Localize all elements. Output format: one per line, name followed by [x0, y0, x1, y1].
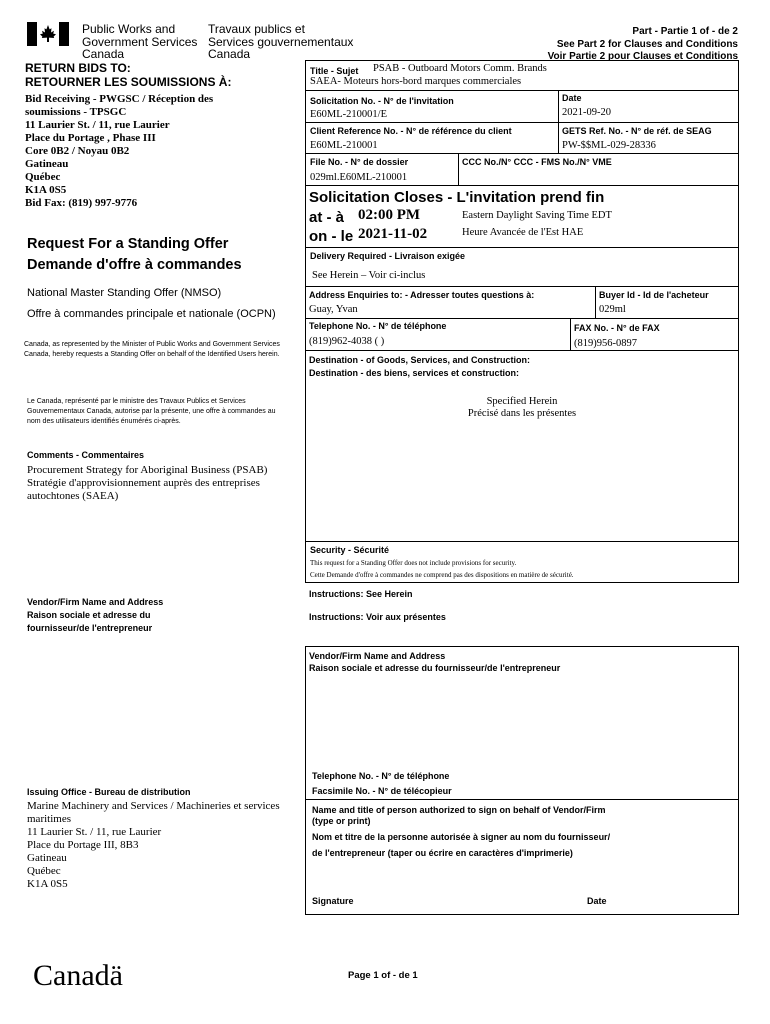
authorized-person-label: Name and title of person authorized to sign on behalf of Vendor/Firm (type or print) Nom et titre de la personne autorisée à signer au nom du fournisseur/ de l'entrepreneur (taper ou écrire en caractères d'imprimerie) — [312, 805, 611, 858]
rule — [305, 122, 739, 123]
see-part-fr: Voir Partie 2 pour Clauses et Conditions — [547, 51, 738, 60]
org-name-fr: Travaux publics et Services gouvernementaux Canada — [208, 22, 354, 61]
solicitation-no-label: Solicitation No. - N° de l'invitation — [310, 96, 454, 106]
on-label: on - le — [309, 228, 354, 245]
canada-flag-logo — [27, 22, 69, 46]
rule — [305, 350, 739, 351]
rule — [305, 247, 739, 248]
title-value-fr: SAEA- Moteurs hors-bord marques commerciales — [310, 76, 522, 87]
security-text-en: This request for a Standing Offer does not include provisions for security. — [310, 559, 517, 567]
rule — [305, 185, 739, 186]
enquiries-value: Guay, Yvan — [309, 304, 358, 315]
vendor-fax-label: Facsimile No. - N° de télécopieur — [312, 786, 452, 796]
buyer-id-value: 029ml — [599, 304, 626, 315]
issuing-office-label: Issuing Office - Bureau de distribution — [27, 787, 191, 797]
destination-label-en: Destination - of Goods, Services, and Construction: — [309, 355, 531, 365]
rule — [305, 318, 739, 319]
page-number: Page 1 of - de 1 — [348, 970, 418, 981]
divider — [558, 90, 559, 153]
destination-label-fr: Destination - des biens, services et construction: — [309, 368, 520, 378]
comments-label: Comments - Commentaires — [27, 450, 145, 460]
preamble-en: Canada, as represented by the Minister of Public Works and Government Services Canada, hereby requests a Standing Offer on behalf of the Identified Users herein. — [24, 341, 280, 358]
closing-time: 02:00 PM — [358, 207, 421, 223]
fax-label: FAX No. - N° de FAX — [574, 323, 660, 333]
canada-wordmark: Canadä — [33, 959, 123, 992]
ccc-no-label: CCC No./N° CCC - FMS No./N° VME — [462, 157, 612, 167]
client-ref-label: Client Reference No. - N° de référence du client — [310, 126, 512, 136]
divider — [570, 318, 571, 350]
rule — [305, 153, 739, 154]
at-label: at - à — [309, 209, 345, 226]
divider — [595, 286, 596, 318]
preamble-fr: Le Canada, représenté par le ministre des Travaux Publics et Services Gouvernementaux Canada, autorise par la présente, une offre à commandes au nom des utilisateurs identifiés énumérés ci-après. — [27, 398, 276, 425]
standing-offer-type: National Master Standing Offer (NMSO) Offre à commandes principale et nationale (OCPN) — [27, 287, 276, 320]
solicitation-closes-heading: Solicitation Closes - L'invitation prend fin — [309, 189, 605, 206]
destination-value-fr: Précisé dans les présentes — [467, 408, 577, 419]
part-line: Part - Partie 1 of - de 2 — [632, 26, 738, 37]
gets-ref-value: PW-$$ML-029-28336 — [562, 140, 656, 151]
gets-ref-label: GETS Ref. No. - N° de réf. de SEAG — [562, 126, 712, 136]
security-label: Security - Sécurité — [310, 545, 390, 555]
signature-label: Signature — [312, 896, 354, 906]
title-value-en: PSAB - Outboard Motors Comm. Brands — [373, 63, 547, 74]
vendor-label-left: Vendor/Firm Name and Address Raison sociale et adresse du fournisseur/de l'entrepreneur — [27, 597, 164, 633]
file-no-value: 029ml.E60ML-210001 — [310, 172, 408, 183]
vendor-telephone-label: Telephone No. - N° de téléphone — [312, 771, 450, 781]
timezone-fr: Heure Avancée de l'Est HAE — [462, 227, 584, 238]
part-indicator — [438, 26, 738, 60]
rule — [305, 541, 739, 542]
vendor-name-label-en: Vendor/Firm Name and Address — [309, 651, 446, 661]
title-label: Title - Sujet — [310, 66, 359, 76]
org-name-en: Public Works and Government Services Canada — [82, 22, 198, 61]
rule — [305, 799, 739, 800]
divider — [458, 153, 459, 185]
date-label: Date — [562, 93, 582, 103]
closing-date: 2021-11-02 — [358, 226, 428, 242]
return-bids-heading: RETURN BIDS TO: RETOURNER LES SOUMISSIONS À: — [25, 61, 232, 89]
signature-date-label: Date — [587, 896, 607, 906]
instructions-fr: Instructions: Voir aux présentes — [309, 612, 446, 622]
security-text-fr: Cette Demande d'offre à commandes ne comprend pas des dispositions en matière de sécurité. — [310, 571, 574, 579]
rule — [305, 286, 739, 287]
buyer-id-label: Buyer Id - Id de l'acheteur — [599, 290, 709, 300]
issuing-office-address: Marine Machinery and Services / Machineries et services maritimes 11 Laurier St. / 11, rue Laurier Place du Portage III, 8B3 Gatineau Québec K1A 0S5 — [27, 800, 280, 890]
instructions-en: Instructions: See Herein — [309, 589, 413, 599]
return-bids-address: Bid Receiving - PWGSC / Réception des soumissions - TPSGC 11 Laurier St. / 11, rue Laurier Place du Portage , Phase III Core 0B2 / Noyau 0B2 Gatineau Québec K1A 0S5 Bid Fax: (819) 997-9776 — [25, 93, 214, 209]
client-ref-value: E60ML-210001 — [310, 140, 378, 151]
rule — [305, 90, 739, 91]
solicitation-no-value: E60ML-210001/E — [310, 109, 387, 120]
file-no-label: File No. - N° de dossier — [310, 157, 409, 167]
destination-value-en: Specified Herein — [486, 396, 558, 407]
request-title: Request For a Standing Offer Demande d'offre à commandes — [27, 236, 242, 273]
enquiries-label: Address Enquiries to: - Adresser toutes questions à: — [309, 290, 535, 300]
date-value: 2021-09-20 — [562, 107, 611, 118]
vendor-name-address-field[interactable] — [309, 694, 737, 768]
timezone-en: Eastern Daylight Saving Time EDT — [462, 210, 612, 221]
telephone-label: Telephone No. - N° de téléphone — [309, 321, 447, 331]
telephone-value: (819)962-4038 ( ) — [309, 336, 385, 347]
delivery-label: Delivery Required - Livraison exigée — [310, 251, 466, 261]
vendor-name-label-fr: Raison sociale et adresse du fournisseur/de l'entrepreneur — [309, 663, 561, 673]
see-part-en: See Part 2 for Clauses and Conditions — [556, 38, 738, 50]
delivery-value: See Herein – Voir ci-inclus — [312, 270, 426, 281]
fax-value: (819)956-0897 — [574, 338, 637, 349]
comments-text: Procurement Strategy for Aboriginal Business (PSAB) Stratégie d'approvisionnement auprès des entreprises autochtones (SAEA) — [27, 464, 268, 502]
